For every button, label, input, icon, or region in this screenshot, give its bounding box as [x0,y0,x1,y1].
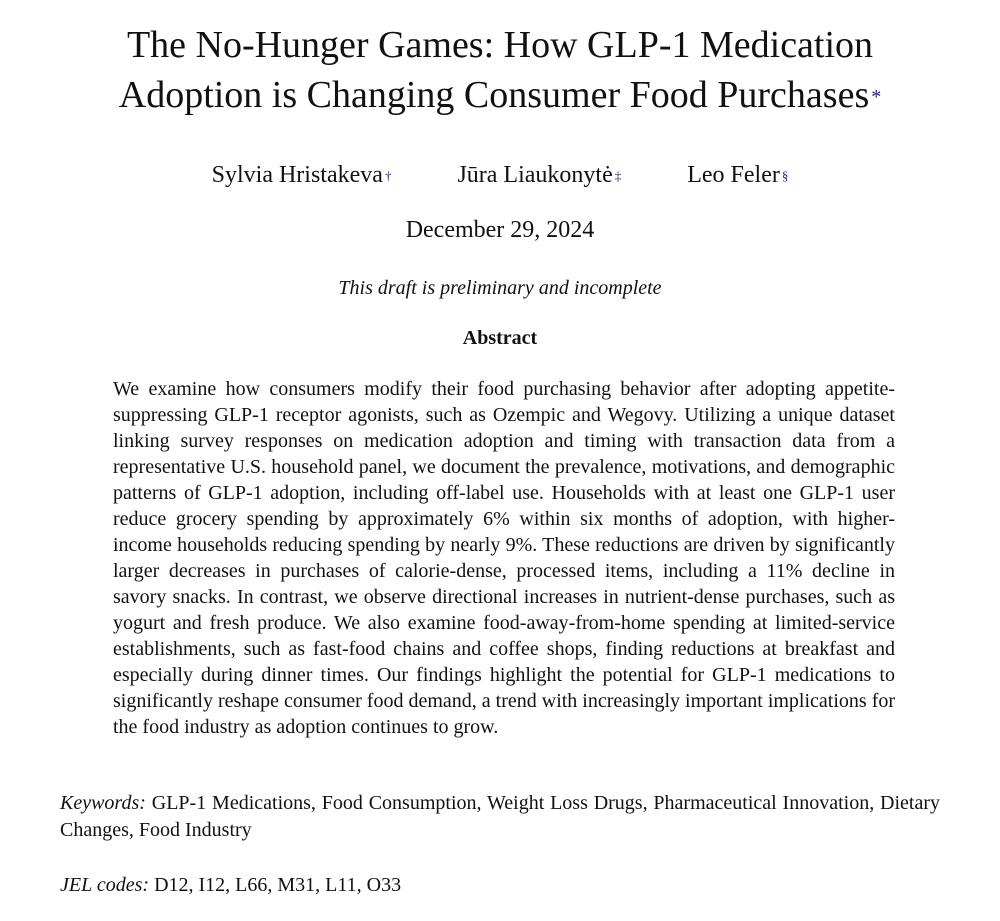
abstract-body: We examine how consumers modify their food purchasing behavior after adopting appetite-suppressing GLP-1 receptor agonists, such as Ozempic and Wegovy. Utilizing a unique dataset linking survey responses on medication adoption and timing with transaction data from a representative U.S. household panel, we document the prevalence, motivations, and demographic patterns of GLP-1 adoption, including off-label use. Households with at least one GLP-1 user reduce grocery spending by approximately 6% within six months of adoption, with higher-income households reducing spending by nearly 9%. These reductions are driven by significantly larger decreases in purchases of calorie-dense, processed items, including a 11% decline in savory snacks. In contrast, we observe directional increases in nutrient-dense purchases, such as yogurt and fresh produce. We also examine food-away-from-home spending at limited-service establishments, such as fast-food chains and coffee shops, finding reductions at breakfast and especially during dinner times. Our findings highlight the potential for GLP-1 medications to significantly reshape consumer food demand, a trend with increasingly important implications for the food industry as adoption continues to grow. [113,378,896,738]
author-name: Leo Feler [687,162,780,188]
author-name: Jūra Liaukonytė [457,162,613,188]
title-line-1: The No-Hunger Games: How GLP-1 Medication [126,24,874,66]
paper-title [0,20,1000,120]
author-footnote-link[interactable]: † [384,168,392,183]
jel-text: D12, I12, L66, M31, L11, O33 [154,874,402,896]
keywords-label: Keywords: [60,792,146,814]
author-2 [457,158,621,192]
paper-date: December 29, 2024 [405,217,595,243]
title-line-2-text: Adoption is Changing Consumer Food Purchases [118,74,870,116]
author-3 [687,158,788,192]
jel-codes [60,872,940,899]
title-line-2 [0,70,1000,120]
keywords-text: GLP-1 Medications, Food Consumption, Weight Loss Drugs, Pharmaceutical Innovation, Dietary Changes, Food Industry [60,792,940,841]
keywords [60,790,940,844]
author-1 [212,158,392,192]
title-footnote-link[interactable]: * [871,86,882,108]
abstract-heading: Abstract [462,327,538,349]
jel-label: JEL codes: [60,874,150,896]
draft-note: This draft is preliminary and incomplete [338,277,662,299]
author-footnote-link[interactable]: § [781,168,789,183]
author-name: Sylvia Hristakeva [211,162,383,188]
author-footnote-link[interactable]: ‡ [614,168,622,183]
author-list [0,158,1000,192]
